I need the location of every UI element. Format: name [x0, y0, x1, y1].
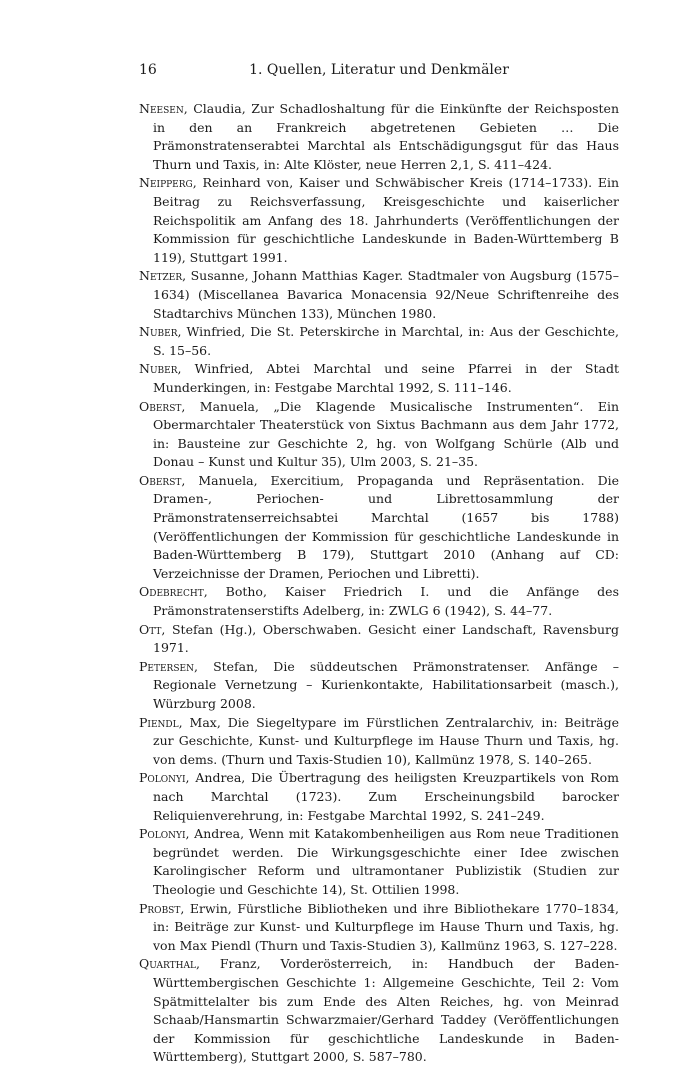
entry-text: , Stefan (Hg.), Oberschwaben. Gesicht einer Landschaft, Ravensburg 1971.	[153, 621, 619, 656]
running-title: 1. Quellen, Literatur und Denkmäler	[249, 62, 509, 78]
bibliography-entry	[139, 583, 619, 620]
entry-text: , Susanne, Johann Matthias Kager. Stadtmaler von Augsburg (1575–1634) (Miscellanea Bavarica Monacensia 92/Neue Schriftenreihe des Stadtarchivs München 133), München 1980.	[153, 268, 619, 321]
entry-author: Oberst	[139, 472, 182, 488]
page-number: 16	[139, 62, 157, 78]
entry-text: , Franz, Vorderösterreich, in: Handbuch der Baden-Württembergischen Geschichte 1: Allgemeine Geschichte, Teil 2: Vom Spätmittelalter bis zum Ende des Alten Reiches, hg. von Meinrad Schaab/Hansmartin Schwarzmaier/Gerhard Taddey (Veröffentlichungen der Kommission für geschichtliche Landeskunde in Baden-Württemberg), Stuttgart 2000, S. 587–780.	[153, 956, 619, 1065]
entry-author: Probst	[139, 900, 181, 916]
entry-author: Ott	[139, 621, 162, 637]
bibliography-entry	[139, 100, 619, 174]
entry-text: , Claudia, Zur Schadloshaltung für die Einkünfte der Reichsposten in den an Frankreich abgetretenen Gebieten … Die Prämonstratenserabtei Marchtal als Entschädigungsgut für das Haus Thurn und Taxis, in: Alte Klöster, neue Herren 2,1, S. 411–424.	[153, 101, 619, 172]
entry-text: , Andrea, Wenn mit Katakombenheiligen aus Rom neue Traditionen begründet werden. Die Wirkungsgeschichte einer Idee zwischen Karolingischer Reform und ultramontaner Publizistik (Studien zur Theologie und Geschichte 14), St. Ottilien 1998.	[153, 826, 619, 897]
bibliography-entry	[139, 714, 619, 770]
bibliography-list	[139, 100, 619, 1067]
entry-author: Netzer	[139, 268, 183, 284]
entry-author: Petersen	[139, 658, 194, 674]
entry-text: , Erwin, Fürstliche Bibliotheken und ihre Bibliothekare 1770–1834, in: Beiträge zur Kunst- und Kulturpflege im Hause Thurn und Taxis, hg. von Max Piendl (Thurn und Taxis-Studien 3), Kallmünz 1963, S. 127–228.	[153, 900, 619, 953]
bibliography-entry	[139, 323, 619, 360]
bibliography-entry	[139, 769, 619, 825]
entry-text: , Manuela, „Die Klagende Musicalische Instrumenten“. Ein Obermarchtaler Theaterstück von Sixtus Bachmann aus dem Jahr 1772, in: Bausteine zur Geschichte 2, hg. von Wolfgang Schürle (Alb und Donau – Kunst und Kultur 35), Ulm 2003, S. 21–35.	[153, 398, 619, 470]
bibliography-entry	[139, 472, 619, 584]
entry-author: Quarthal	[139, 956, 197, 972]
entry-text: , Stefan, Die süddeutschen Prämonstratenser. Anfänge – Regionale Vernetzung – Kurienkontakte, Habilitationsarbeit (masch.), Würzburg 2008.	[153, 658, 619, 711]
entry-text: , Winfried, Abtei Marchtal und seine Pfarrei in der Stadt Munderkingen, in: Festgabe Marchtal 1992, S. 111–146.	[153, 361, 619, 395]
entry-author: Oberst	[139, 398, 182, 414]
entry-author: Nuber	[139, 324, 178, 340]
entry-author: Neesen	[139, 101, 184, 116]
bibliography-entry	[139, 398, 619, 472]
entry-author: Piendl	[139, 714, 179, 730]
entry-text: , Reinhard von, Kaiser und Schwäbischer Kreis (1714–1733). Ein Beitrag zu Reichsverfassung, Kreisgeschichte und kaiserlicher Reichspolitik am Anfang des 18. Jahrhunderts (Veröffentlichungen der Kommission für geschichtliche Landeskunde in Baden-Württemberg B 119), Stuttgart 1991.	[153, 175, 619, 265]
bibliography-entry	[139, 360, 619, 397]
bibliography-entry	[139, 267, 619, 323]
bibliography-entry	[139, 900, 619, 956]
entry-author: Neipperg	[139, 175, 193, 191]
entry-text: , Botho, Kaiser Friedrich I. und die Anfänge des Prämonstratenserstifts Adelberg, in: ZWLG 6 (1942), S. 44–77.	[153, 584, 619, 619]
entry-author: Odebrecht	[139, 584, 204, 600]
entry-text: , Winfried, Die St. Peterskirche in Marchtal, in: Aus der Geschichte, S. 15–56.	[153, 324, 619, 358]
bibliography-entry	[139, 955, 619, 1067]
page-header	[139, 62, 619, 82]
bibliography-entry	[139, 825, 619, 899]
entry-text: , Max, Die Siegeltypare im Fürstlichen Zentralarchiv, in: Beiträge zur Geschichte, Kunst- und Kulturpflege im Hause Thurn und Taxis, hg. von dems. (Thurn und Taxis-Studien 10), Kallmünz 1978, S. 140–265.	[153, 714, 619, 767]
bibliography-entry	[139, 621, 619, 658]
bibliography-entry	[139, 658, 619, 714]
entry-text: , Andrea, Die Übertragung des heiligsten Kreuzpartikels von Rom nach Marchtal (1723). Zum Erscheinungsbild barocker Reliquienverehrung, in: Festgabe Marchtal 1992, S. 241–249.	[153, 770, 619, 823]
entry-author: Polonyi	[139, 770, 186, 786]
entry-author: Nuber	[139, 361, 178, 377]
bibliography-entry	[139, 174, 619, 267]
entry-author: Polonyi	[139, 826, 186, 842]
entry-text: , Manuela, Exercitium, Propaganda und Repräsentation. Die Dramen-, Periochen- und Librettosammlung der Prämonstratenserreichsabtei Marchtal (1657 bis 1788) (Veröffentlichungen der Kommission für geschichtliche Landeskunde in Baden-Württemberg B 179), Stuttgart 2010 (Anhang auf CD: Verzeichnisse der Dramen, Periochen und Libretti).	[153, 472, 619, 581]
